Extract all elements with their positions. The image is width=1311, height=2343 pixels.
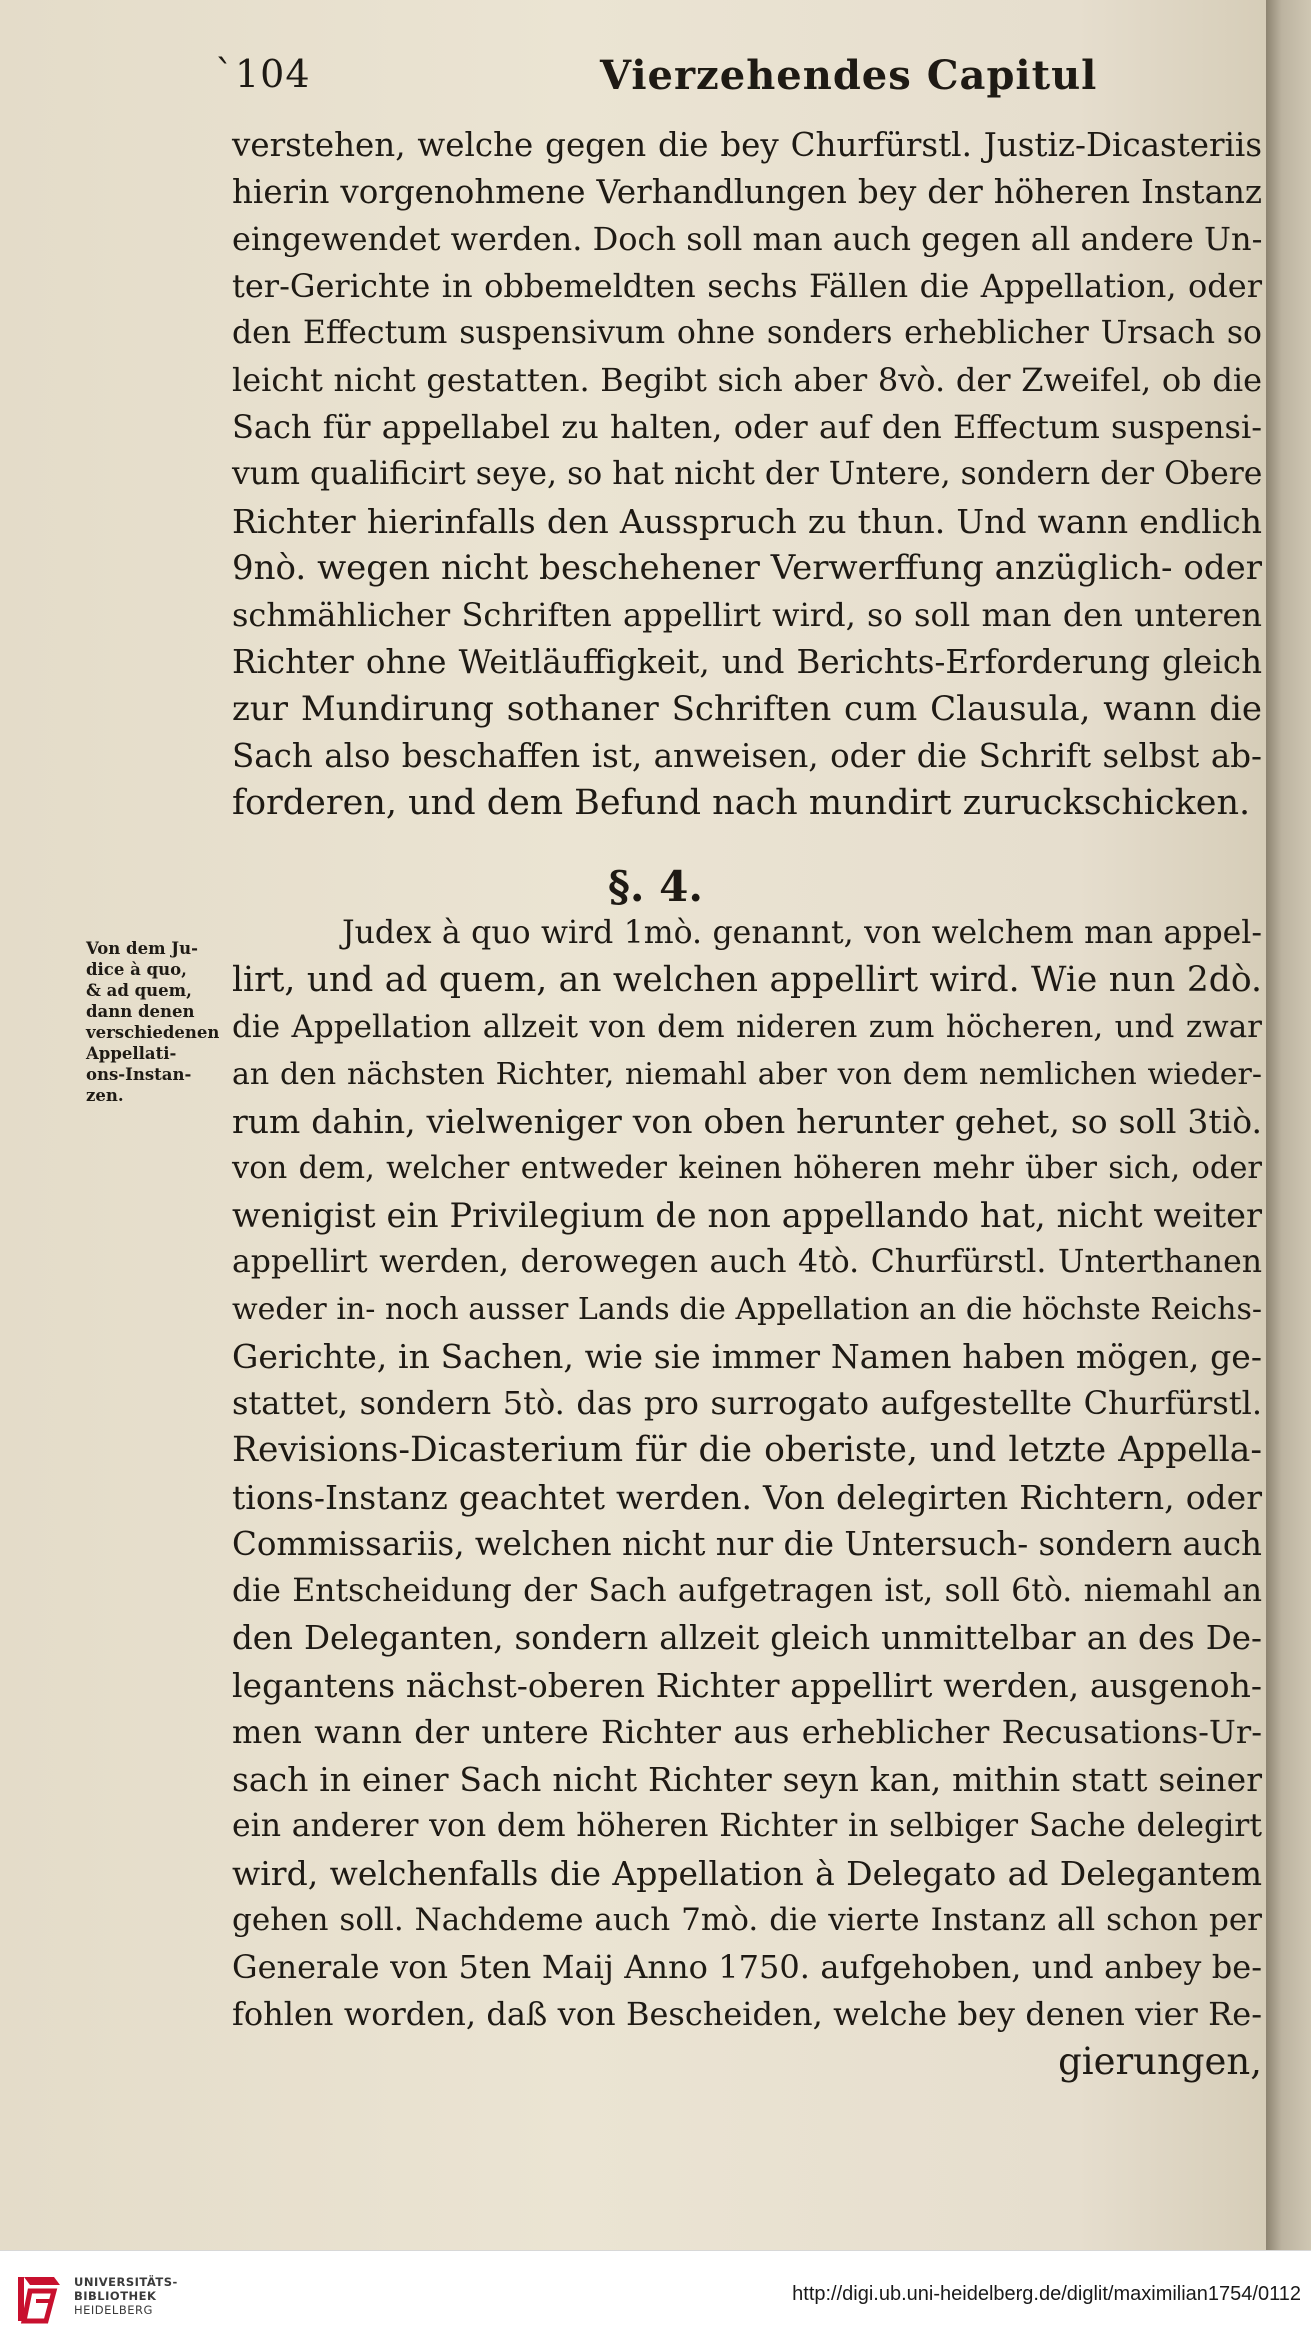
permalink-url[interactable]: http://digi.ub.uni-heidelberg.de/diglit/maximilian1754/0112 [792,2283,1301,2305]
text-line: tions-Instanz geachtet werden. Von delegirten Richtern, oder [232,1478,1262,1517]
marginal-note-line: dann denen [86,1002,195,1021]
catchword: gierungen, [1058,2040,1262,2083]
marginal-note-line: Von dem Ju- [86,939,198,958]
text-line: von dem, welcher entweder keinen höheren mehr über sich, oder [232,1151,1262,1186]
text-line: legantens nächst-oberen Richter appellirt werden, ausgenoh- [232,1666,1262,1705]
text-line: Revisions-Dicasterium für die oberiste, und letzte Appella- [232,1430,1262,1470]
text-line: Judex à quo wird 1mò. genannt, von welchem man appel- [342,915,1262,951]
text-line: rum dahin, vielweniger von oben herunter gehet, so soll 3tiò. [232,1102,1262,1141]
text-line: Gerichte, in Sachen, wie sie immer Namen haben mögen, ge- [232,1337,1262,1376]
text-line: Richter hierinfalls den Ausspruch zu thun. Und wann endlich [232,502,1262,541]
text-line: vum qualificirt seye, so hat nicht der Untere, sondern der Obere [232,456,1263,492]
text-line: Commissariis, welchen nicht nur die Untersuch- sondern auch [232,1525,1262,1563]
text-line: fohlen worden, daß von Bescheiden, welche bey denen vier Re- [232,1995,1262,2033]
marginal-note-line: Appellati- [86,1044,177,1063]
text-line: an den nächsten Richter, niemahl aber von dem nemlichen wieder- [232,1057,1262,1092]
text-line: stattet, sondern 5tò. das pro surrogato aufgestellte Churfürstl. [232,1384,1262,1422]
running-head: Vierzehendes Capitul [600,52,1098,99]
text-line: verstehen, welche gegen die bey Churfürstl. Justiz-Dicasteriis [232,126,1262,164]
page-header [215,52,1265,102]
university-logo-icon[interactable] [14,2271,64,2327]
page-number: `104 [215,52,311,96]
text-line: gehen soll. Nachdeme auch 7mò. die vierte Instanz all schon per [232,1902,1262,1938]
text-line: den Deleganten, sondern allzeit gleich unmittelbar an des De- [232,1619,1262,1657]
book-gutter [1266,0,1311,2250]
marginal-note-line: verschiedenen [86,1023,220,1042]
text-line: 9nò. wegen nicht beschehener Verwerffung anzüglich- oder [232,548,1262,588]
text-line: sach in einer Sach nicht Richter seyn kan, mithin statt seiner [232,1760,1262,1799]
text-line: wird, welchenfalls die Appellation à Delegato ad Delegantem [232,1854,1262,1893]
text-line: schmählicher Schriften appellirt wird, so soll man den unteren [232,596,1262,634]
marginal-note-line: dice à quo, [86,960,187,979]
section-title: §. 4. [607,862,704,911]
text-line: die Appellation allzeit von dem nideren zum höcheren, und zwar [232,1009,1262,1045]
library-name: UNIVERSITÄTS- BIBLIOTHEK HEIDELBERG [74,2275,178,2317]
text-line: forderen, und dem Befund nach mundirt zuruckschicken. [232,783,1251,823]
text-line: eingewendet werden. Doch soll man auch gegen all andere Un- [232,220,1263,258]
paragraph-1 [232,122,1262,827]
text-line: die Entscheidung der Sach aufgetragen ist, soll 6tò. niemahl an [232,1573,1262,1609]
text-line: men wann der untere Richter aus erheblicher Recusations-Ur- [232,1713,1262,1751]
paragraph-2 [232,910,1262,2085]
text-line: Sach für appellabel zu halten, oder auf den Effectum suspensi- [232,408,1262,446]
text-line: appellirt werden, derowegen auch 4tò. Churfürstl. Unterthanen [232,1244,1262,1280]
text-line: leicht nicht gestatten. Begibt sich aber 8vò. der Zweifel, ob die [232,361,1262,399]
marginal-note [86,938,226,1106]
text-line: den Effectum suspensivum ohne sonders erheblicher Ursach so [232,315,1262,351]
text-line: zur Mundirung sothaner Schriften cum Clausula, wann die [232,689,1262,729]
text-line: lirt, und ad quem, an welchen appellirt wird. Wie nun 2dò. [232,960,1262,1000]
text-line: weder in- noch ausser Lands die Appellation an die höchste Reichs- [232,1292,1262,1327]
text-line: wenigist ein Privilegium de non appellando hat, nicht weiter [232,1196,1262,1235]
marginal-note-line: ons-Instan- [86,1065,192,1084]
marginal-note-line: zen. [86,1086,124,1105]
viewer-footer [0,2250,1311,2343]
marginal-note-line: & ad quem, [86,981,192,1000]
text-line: ter-Gerichte in obbemeldten sechs Fällen die Appellation, oder [232,267,1262,305]
text-line: ein anderer von dem höheren Richter in selbiger Sache delegirt [232,1808,1262,1844]
text-line: Sach also beschaffen ist, anweisen, oder die Schrift selbst ab- [232,737,1262,775]
text-line: hierin vorgenohmene Verhandlungen bey der höheren Instanz [232,173,1262,211]
text-line: Generale von 5ten Maij Anno 1750. aufgehoben, und anbey be- [232,1948,1262,1986]
text-line: Richter ohne Weitläuffigkeit, und Berichts-Erforderung gleich [232,643,1262,681]
